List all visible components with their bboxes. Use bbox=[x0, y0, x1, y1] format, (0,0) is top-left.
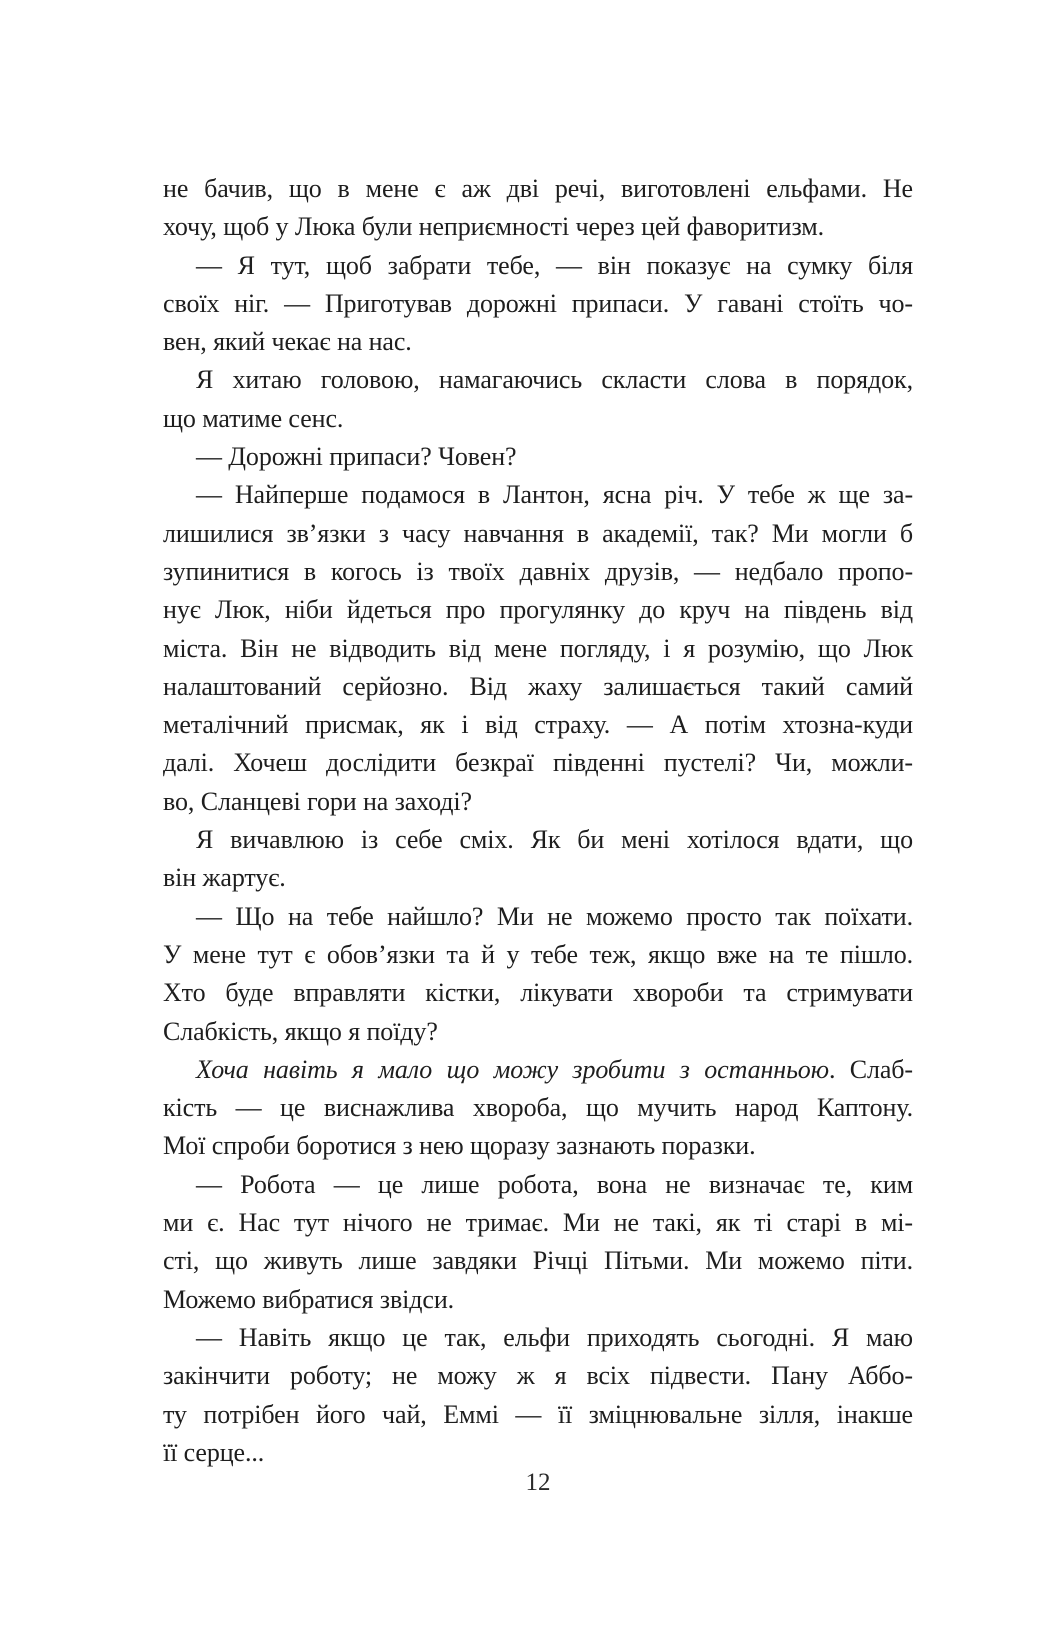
text-line: Мої спроби боротися з нею щоразу зазнають поразки. bbox=[163, 1131, 756, 1161]
text-line: вен, який чекає на нас. bbox=[163, 327, 412, 357]
text-line: ми є. Нас тут нічого не тримає. Ми не такі, як ті старі в мі- bbox=[163, 1208, 913, 1238]
text-line: він жартує. bbox=[163, 863, 286, 893]
text-line: Я вичавлюю із себе сміх. Як би мені хотілося вдати, що bbox=[196, 825, 913, 855]
text-line: металічний присмак, як і від страху. — А потім хтозна-куди bbox=[163, 710, 913, 740]
text-line: її серце... bbox=[163, 1437, 265, 1467]
text-line: нує Люк, ніби йдеться про прогулянку до круч на південь від bbox=[163, 595, 913, 625]
text-line: далі. Хочеш дослідити безкраї південні пустелі? Чи, можли- bbox=[163, 748, 913, 778]
text-line: У мене тут є обов’язки та й у тебе теж, якщо вже на те пішло. bbox=[163, 939, 913, 969]
text-line: — Дорожні припаси? Човен? bbox=[196, 442, 517, 472]
text-line: — Що на тебе найшло? Ми не можемо просто так поїхати. bbox=[196, 901, 913, 931]
text-line: Хто буде вправляти кістки, лікувати хвороби та стримувати bbox=[163, 978, 913, 1008]
text-line: своїх ніг. — Приготував дорожні припаси. У гавані стоїть чо- bbox=[163, 288, 913, 318]
text-line: во, Сланцеві гори на заході? bbox=[163, 786, 472, 816]
text-line bbox=[163, 1051, 913, 1089]
text-line: хочу, щоб у Люка були неприємності через цей фаворитизм. bbox=[163, 212, 825, 242]
text-line: — Я тут, щоб забрати тебе, — він показує на сумку біля bbox=[196, 250, 913, 280]
text-line: — Робота — це лише робота, вона не визначає те, ким bbox=[196, 1169, 913, 1199]
text-line: не бачив, що в мене є аж дві речі, виготовлені ельфами. Не bbox=[163, 174, 913, 203]
text-line: лишилися зв’язки з часу навчання в академії, так? Ми могли б bbox=[163, 518, 913, 548]
text-line: кість — це виснажлива хвороба, що мучить народ Каптону. bbox=[163, 1093, 913, 1123]
text-block bbox=[163, 170, 913, 1472]
text-line: міста. Він не відводить від мене погляду, і я розумію, що Люк bbox=[163, 633, 913, 663]
text-line: закінчити роботу; не можу ж я всіх підвести. Пану Аббо- bbox=[163, 1361, 913, 1391]
text-line: Слабкість, якщо я поїду? bbox=[163, 1016, 438, 1046]
italic-phrase: Хоча навіть я мало що можу зробити з останньою bbox=[196, 1054, 829, 1084]
text-segment: . Слаб- bbox=[828, 1054, 913, 1084]
text-line: що матиме сенс. bbox=[163, 403, 344, 433]
text-line: Можемо вибратися звідси. bbox=[163, 1284, 455, 1314]
text-line: зупинитися в когось із твоїх давніх друзів, — недбало пропо- bbox=[163, 556, 913, 586]
text-line: — Найперше подамося в Лантон, ясна річ. У тебе ж ще за- bbox=[196, 480, 913, 510]
text-line: налаштований серйозно. Від жаху залишається такий самий bbox=[163, 671, 913, 701]
page-number: 12 bbox=[525, 1469, 551, 1496]
text-line: — Навіть якщо це так, ельфи приходять сьогодні. Я маю bbox=[196, 1322, 913, 1352]
text-line: сті, що живуть лише завдяки Річці Пітьми. Ми можемо піти. bbox=[163, 1246, 913, 1276]
text-line: ту потрібен його чай, Еммі — її зміцнювальне зілля, інакше bbox=[163, 1399, 913, 1429]
text-line: Я хитаю головою, намагаючись скласти слова в порядок, bbox=[196, 365, 913, 395]
